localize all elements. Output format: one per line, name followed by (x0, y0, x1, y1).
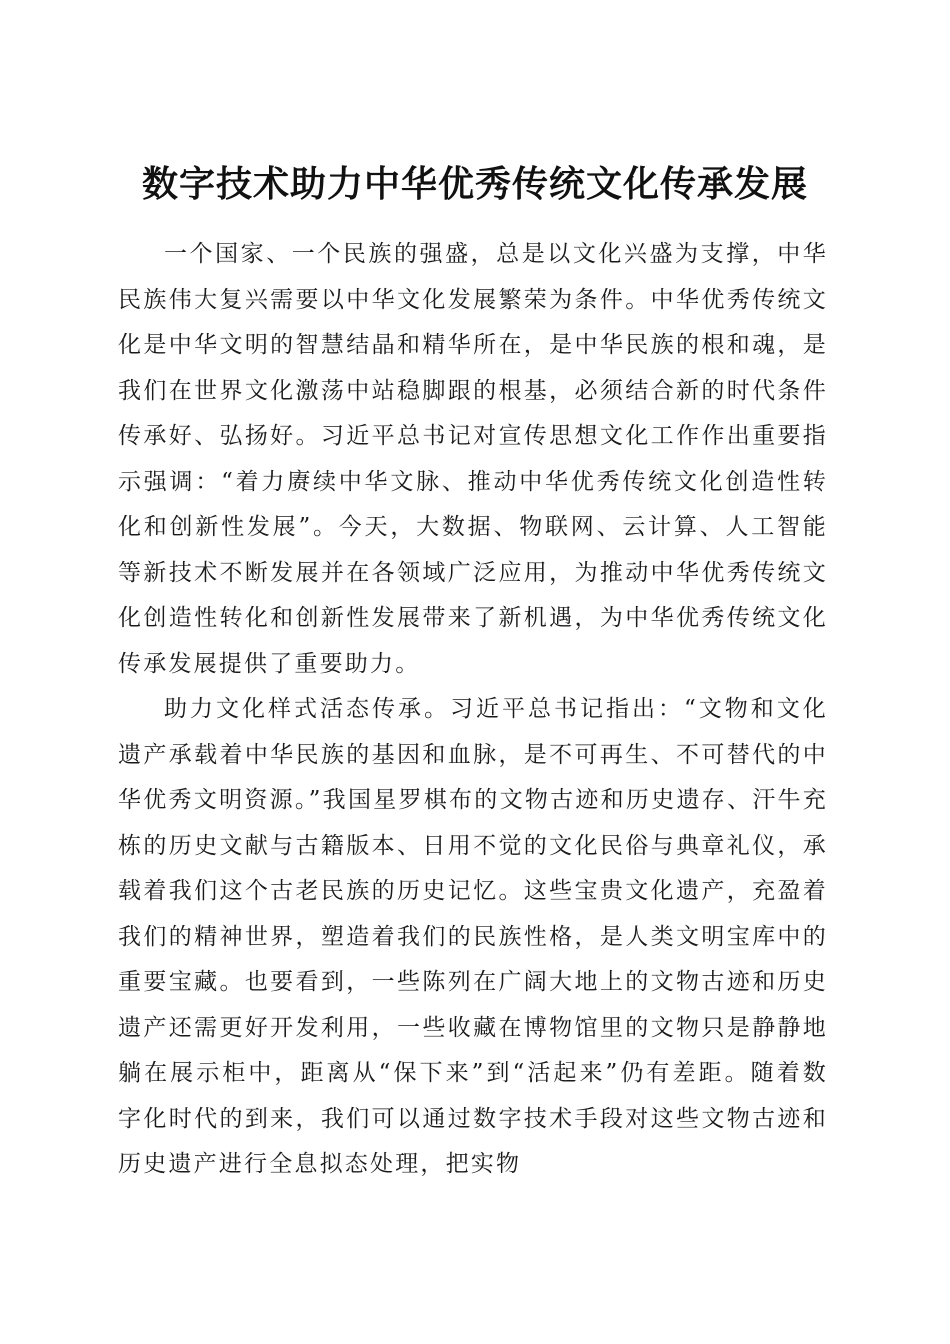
document-body (118, 232, 828, 1188)
paragraph-intro: 一个国家、一个民族的强盛，总是以文化兴盛为支撑，中华民族伟大复兴需要以中华文化发展繁荣为条件。中华优秀传统文化是中华文明的智慧结晶和精华所在，是中华民族的根和魂，是我们在世界文化激荡中站稳脚跟的根基，必须结合新的时代条件传承好、弘扬好。习近平总书记对宣传思想文化工作作出重要指示强调：“着力赓续中华文脉、推动中华优秀传统文化创造性转化和创新性发展”。今天，大数据、物联网、云计算、人工智能等新技术不断发展并在各领域广泛应用，为推动中华优秀传统文化创造性转化和创新性发展带来了新机遇，为中华优秀传统文化传承发展提供了重要助力。 (118, 241, 828, 677)
paragraph-cultural-heritage: 助力文化样式活态传承。习近平总书记指出：“文物和文化遗产承载着中华民族的基因和血脉，是不可再生、不可替代的中华优秀文明资源。”我国星罗棋布的文物古迹和历史遗存、汗牛充栋的历史文献与古籍版本、日用不觉的文化民俗与典章礼仪，承载着我们这个古老民族的历史记忆。这些宝贵文化遗产，充盈着我们的精神世界，塑造着我们的民族性格，是人类文明宝库中的重要宝藏。也要看到，一些陈列在广阔大地上的文物古迹和历史遗产还需更好开发利用，一些收藏在博物馆里的文物只是静静地躺在展示柜中，距离从“保下来”到“活起来”仍有差距。随着数字化时代的到来，我们可以通过数字技术手段对这些文物古迹和历史遗产进行全息拟态处理，把实物 (118, 696, 828, 1177)
document-title: 数字技术助力中华优秀传统文化传承发展 (141, 163, 808, 206)
